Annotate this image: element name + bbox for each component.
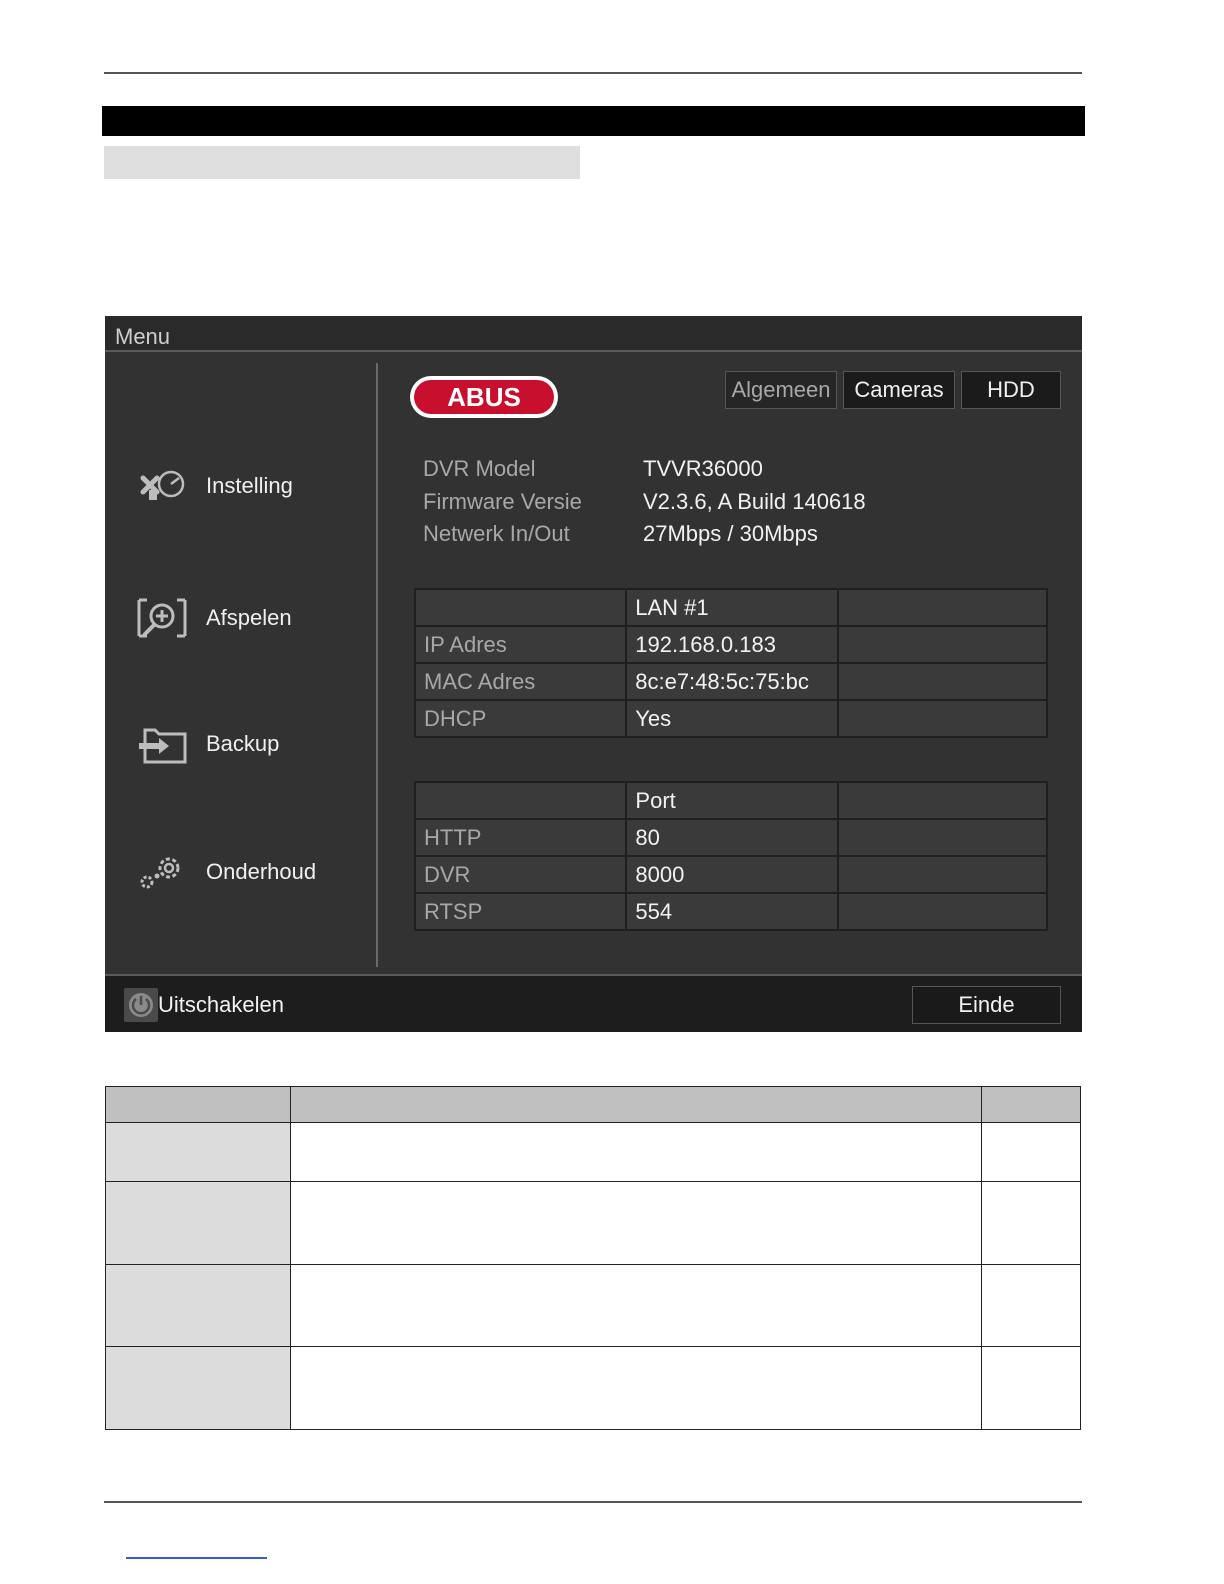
lan-table (414, 588, 1048, 738)
tab-hdd[interactable]: HDD (961, 371, 1061, 409)
table-row (415, 663, 1047, 700)
table-cell (982, 1087, 1081, 1123)
table-value: 554 (626, 893, 837, 930)
table-header: LAN #1 (626, 589, 838, 626)
shutdown-button[interactable] (124, 988, 158, 1022)
header-rule (104, 72, 1082, 74)
exit-button[interactable]: Einde (912, 986, 1061, 1024)
table-cell (290, 1182, 981, 1265)
sidebar-item-label: Afspelen (206, 605, 292, 630)
table-row (106, 1347, 1081, 1430)
section-title-bar (102, 106, 1085, 136)
table-key: DVR (415, 856, 626, 893)
table-cell (290, 1347, 981, 1430)
info-value: TVVR36000 (643, 456, 763, 481)
info-value: 27Mbps / 30Mbps (643, 521, 818, 546)
footer-rule (104, 1501, 1082, 1503)
info-key: Netwerk In/Out (423, 521, 570, 546)
logo-text: ABUS (447, 382, 521, 412)
table-cell (838, 893, 1047, 930)
info-key: Firmware Versie (423, 489, 582, 514)
backup-icon (135, 722, 189, 766)
sidebar-item-label: Onderhoud (206, 859, 317, 884)
description-table (105, 1086, 1081, 1430)
table-cell (838, 626, 1047, 663)
playback-icon (135, 596, 189, 640)
dvr-menu-screenshot (105, 316, 1082, 1032)
table-cell (106, 1347, 291, 1430)
table-value: 8000 (626, 856, 837, 893)
table-header-row (415, 589, 1047, 626)
table-key: IP Adres (415, 626, 626, 663)
table-key: RTSP (415, 893, 626, 930)
table-cell (982, 1182, 1081, 1265)
table-cell (415, 589, 626, 626)
table-row (106, 1265, 1081, 1347)
table-cell (838, 819, 1047, 856)
port-table (414, 781, 1048, 931)
menu-title-bar (105, 316, 1082, 352)
table-row (106, 1182, 1081, 1265)
footer-link-underline[interactable] (126, 1557, 267, 1559)
table-cell (415, 782, 626, 819)
info-key: DVR Model (423, 456, 536, 481)
table-value: 80 (626, 819, 837, 856)
info-value: V2.3.6, A Build 140618 (643, 489, 866, 514)
table-cell (838, 589, 1047, 626)
tab-algemeen[interactable]: Algemeen (725, 371, 837, 409)
table-key: MAC Adres (415, 663, 626, 700)
table-row (415, 856, 1047, 893)
table-cell (982, 1123, 1081, 1182)
table-header: Port (626, 782, 837, 819)
table-row (415, 893, 1047, 930)
table-cell (838, 856, 1047, 893)
table-header-row (106, 1087, 1081, 1123)
table-header-row (415, 782, 1047, 819)
table-cell (838, 700, 1047, 737)
table-value: Yes (626, 700, 838, 737)
table-key: HTTP (415, 819, 626, 856)
sidebar-item-backup[interactable] (135, 722, 365, 772)
power-icon (124, 988, 158, 1022)
table-cell (290, 1087, 981, 1123)
table-cell (106, 1182, 291, 1265)
sidebar-item-label: Instelling (206, 473, 293, 498)
shutdown-label[interactable]: Uitschakelen (158, 992, 284, 1017)
table-cell (290, 1123, 981, 1182)
sidebar-item-afspelen[interactable] (135, 596, 365, 646)
sidebar-item-onderhoud[interactable] (135, 850, 365, 900)
subsection-title-bar (104, 146, 580, 179)
menu-title: Menu (115, 324, 171, 349)
table-cell (838, 663, 1047, 700)
table-value: 192.168.0.183 (626, 626, 838, 663)
abus-logo (408, 374, 560, 420)
table-cell (838, 782, 1047, 819)
table-row (415, 700, 1047, 737)
tab-cameras[interactable]: Cameras (843, 371, 955, 409)
menu-footer (105, 974, 1082, 1032)
sidebar-item-instelling[interactable] (135, 464, 365, 514)
table-row (106, 1123, 1081, 1182)
table-cell (982, 1347, 1081, 1430)
sidebar-divider (376, 363, 378, 967)
table-cell (106, 1087, 291, 1123)
table-cell (106, 1265, 291, 1347)
gears-icon (135, 850, 189, 894)
table-cell (106, 1123, 291, 1182)
table-cell (290, 1265, 981, 1347)
table-value: 8c:e7:48:5c:75:bc (626, 663, 838, 700)
sidebar-item-label: Backup (206, 731, 280, 756)
table-cell (982, 1265, 1081, 1347)
tools-icon (135, 464, 189, 508)
table-row (415, 819, 1047, 856)
table-row (415, 626, 1047, 663)
table-key: DHCP (415, 700, 626, 737)
